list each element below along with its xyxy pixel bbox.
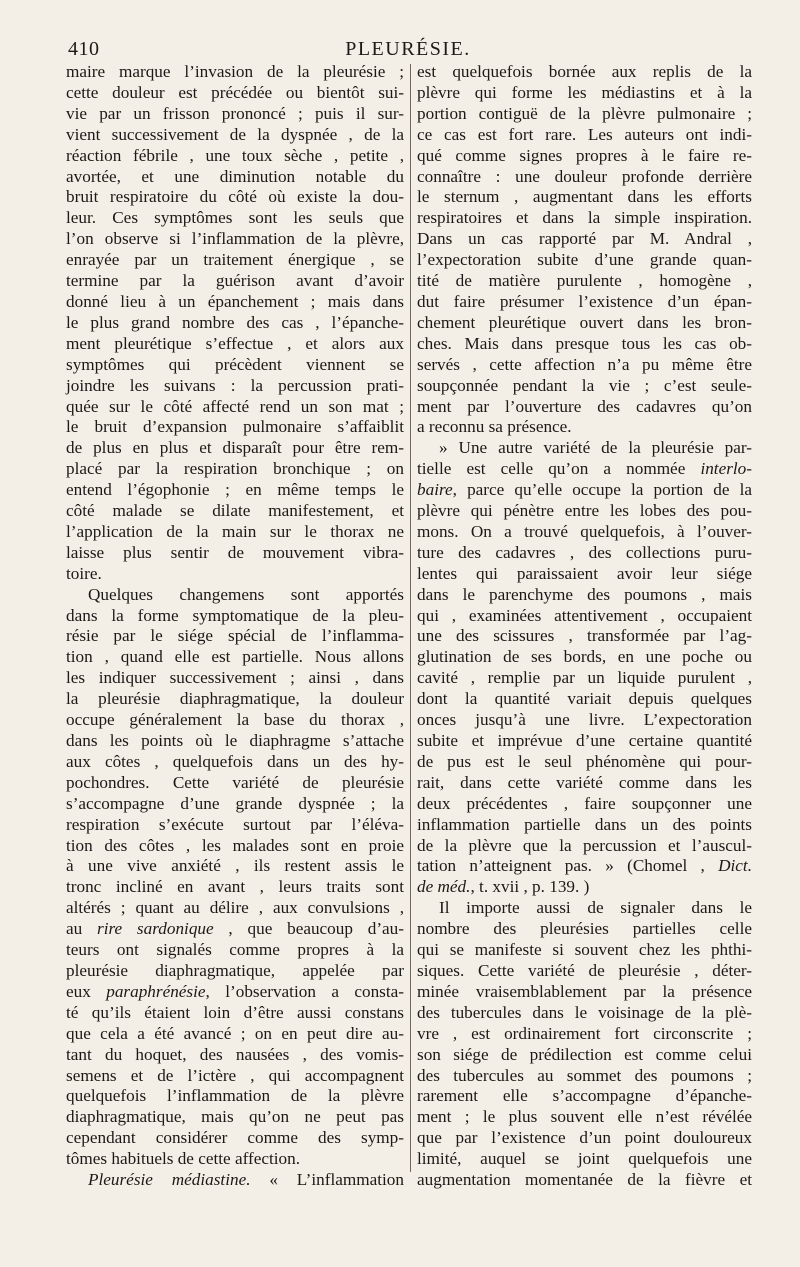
text-line: dans la forme symptomatique de la pleu- [66,605,404,625]
text-line: enrayée par un traitement énergique , se [66,250,404,270]
text-line: quée sur le côté affecté rend un son mat ; [66,396,404,416]
text-line: de la plèvre que la percussion et l’auscul- [417,835,752,855]
text-line: qui se manifeste si souvent chez les phthi- [417,940,752,960]
text-line: tité de matière purulente , homogène , [417,271,752,291]
text-line: côté malade se dilate manifestement, et [66,501,404,521]
text-line: s’accompagne d’une grande dyspnée ; la [66,793,404,813]
text-line: est quelquefois bornée aux replis de la [417,62,752,81]
text-line: a reconnu sa présence. [417,417,572,437]
text-line: au rire sardonique , que beaucoup d’au- [66,919,405,939]
text-line: rait, dans cette variété comme dans les [417,772,752,792]
text-line: qui , examinées attentivement , occupaient [417,605,752,625]
text-line: dont la quantité variait depuis quelques [417,689,752,709]
text-line: semens et de l’ictère , qui accompagnent [66,1065,404,1085]
text-line: termine par la guérison avant d’avoir [66,271,404,291]
text-line: de plus en plus et disparaît pour être rem- [66,438,404,458]
text-line: » Une autre variété de la pleurésie par- [439,438,752,458]
text-line: qué comme signes propres à le faire re- [417,145,752,165]
text-line: deux précédentes , faire soupçonner une [417,793,752,813]
text-line: pleurésie diaphragmatique, appelée par [66,960,404,980]
text-line: réaction fébrile , une toux sèche , petite , [66,145,404,165]
text-line: des tubercules au sommet des poumons ; [417,1065,752,1085]
right-column [417,62,752,1191]
left-column [66,62,404,1191]
text-line: joindre les suivans : la percussion prati- [66,375,404,395]
text-line: dans le parenchyme des poumons , mais [417,584,752,604]
text-line: quelquefois l’inflammation de la plèvre [66,1086,404,1106]
text-line: servés , cette affection n’a pu même être [417,354,752,374]
text-line: chement pleurétique ouvert dans les bron- [417,312,752,332]
text-line: plèvre qui pénètre entre les lobes des pou- [417,501,752,521]
text-line: bruit respiratoire du côté où existe la dou- [66,187,404,207]
text-line: tant du hoquet, des nausées , des vomis- [66,1044,404,1064]
text-line: tômes habituels de cette affection. [66,1149,301,1169]
text-line: ment pleurétique s’effectue , et alors aux [66,333,404,353]
text-line: de pus est le seul phénomène qui pour- [417,751,752,771]
text-line: nombre des pleurésies partielles celle [417,919,752,939]
text-line: teurs ont signalés comme propres à la [66,940,404,960]
text-line: Pleurésie médiastine. « L’inflammation [88,1170,404,1190]
text-line: la pleurésie diaphragmatique, la douleur [66,689,404,709]
text-line: plèvre qui forme les médiastins et à la [417,82,752,102]
text-line: ment par l’ouverture des cadavres qu’on [417,396,752,416]
text-line: vient successivement de la dyspnée , de la [66,124,404,144]
text-line: vre , est ordinairement fort circonscrite ; [417,1023,752,1043]
text-line: diaphragmatique, mais qu’on ne peut pas [66,1107,404,1127]
text-line: aux côtes , quelquefois dans un des hy- [66,751,404,771]
text-line: soupçonnée pendant la vie ; c’est seule- [417,375,752,395]
text-line: une des scissures , transformée par l’ag- [417,626,752,646]
text-line: baire, parce qu’elle occupe la portion de la [417,480,752,500]
text-line: cette douleur est précédée ou bientôt sui- [66,82,404,102]
text-line: cependant considérer comme des symp- [66,1128,404,1148]
text-line: tion , quand elle est partielle. Nous allons [66,647,404,667]
text-line: rarement elle s’accompagne d’épanche- [417,1086,752,1106]
text-line: l’application de la main sur le thorax ne [66,521,404,541]
text-line: toire. [66,563,102,583]
text-line: le sternum , augmentant dans les efforts [417,187,752,207]
text-line: limité, auquel se joint quelquefois une [417,1149,752,1169]
text-line: siques. Cette variété de pleurésie , déter- [417,960,752,980]
text-line: que par l’existence d’un point douloureux [417,1128,752,1148]
text-line: lentes qui paraissaient avoir leur siége [417,563,752,583]
text-line: l’expectoration subite d’une grande quan- [417,250,752,270]
text-line: occupe généralement la base du thorax , [66,710,404,730]
text-line: Dans un cas rapporté par M. Andral , [417,229,752,249]
text-line: de méd., t. xvii , p. 139. ) [417,877,590,897]
text-line: pochondres. Cette variété de pleurésie [66,772,404,792]
page-number: 410 [68,38,100,60]
text-line: avortée, et une diminution notable du [66,166,404,186]
text-line: le plus grand nombre des cas , l’épanche- [66,312,404,332]
text-line: tielle est celle qu’on a nommée interlo- [417,459,752,479]
text-line: ce cas est fort rare. Les auteurs ont indi- [417,124,752,144]
text-line: respiration s’exécute surtout par l’éléva- [66,814,404,834]
text-line: minée vraisemblablement par la présence [417,981,752,1001]
text-line: tion des côtes , les malades sont en proie [66,835,404,855]
text-line: maire marque l’invasion de la pleurésie ; [66,62,404,81]
text-line: dans les points où le diaphragme s’attache [66,731,404,750]
text-line: onces jusqu’à une livre. L’expectoration [417,710,752,730]
text-line: entend l’égophonie ; en même temps le [66,480,404,500]
text-line: cavité , remplie par un liquide purulent , [417,668,752,688]
text-line: des tubercules dans le voisinage de la plè- [417,1002,752,1022]
text-line: respiratoires et dans la simple inspiration. [417,208,752,228]
text-line: ture des cadavres , des collections puru- [417,542,752,562]
text-line: eux paraphrénésie, l’observation a consta- [66,981,404,1001]
text-line: leur. Ces symptômes sont les seuls que [66,208,404,228]
text-line: mons. On a trouvé quelquefois, à l’ouver- [417,521,752,541]
text-line: subite et imprévue d’une certaine quantité [417,731,752,750]
text-line: ment ; le plus souvent elle n’est révélée [417,1107,752,1127]
column-divider [410,64,411,1172]
text-line: laisse plus sentir de mouvement vibra- [66,542,404,562]
text-line: tation n’atteignent pas. » (Chomel , Dict. [417,856,752,876]
text-line: le bruit d’expansion pulmonaire s’affaiblit [66,417,404,437]
text-line: les indiquer successivement ; ainsi , dans [66,668,404,688]
text-line: résie par le siége spécial de l’inflamma- [66,626,404,646]
running-title: PLEURÉSIE. [345,38,471,60]
text-line: placé par la respiration bronchique ; on [66,459,404,479]
text-line: té qu’ils étaient loin d’être aussi constans [66,1002,404,1022]
text-line: Quelques changemens sont apportés [88,584,404,604]
text-line: ches. Mais dans presque tous les cas ob- [417,333,752,353]
text-line: dut faire présumer l’existence d’un épan- [417,291,752,311]
text-line: glutination de ses bords, en une poche ou [417,647,752,667]
text-line: altérés ; quant au délire , aux convulsions , [66,898,404,918]
text-line: vie par un frisson prononcé ; puis il sur- [66,103,404,123]
text-line: l’on observe si l’inflammation de la plèvre, [66,229,404,249]
text-line: portion contiguë de la plèvre pulmonaire ; [417,103,752,123]
text-line: inflammation partielle dans un des points [417,814,752,834]
text-line: donné lieu à un épanchement ; mais dans [66,291,404,311]
text-line: augmentation momentanée de la fièvre et [417,1170,752,1190]
text-line: à une vive anxiété , ils restent assis le [66,856,404,876]
text-line: son siége de prédilection est comme celui [417,1044,752,1064]
text-line: symptômes qui précèdent viennent se [66,354,404,374]
text-line: tronc incliné en avant , leurs traits sont [66,877,404,897]
page-header [68,38,748,64]
text-line: que cela a été avancé ; on en peut dire au- [66,1023,404,1043]
text-line: Il importe aussi de signaler dans le [439,898,752,918]
text-line: connaître : une douleur profonde derrière [417,166,752,186]
